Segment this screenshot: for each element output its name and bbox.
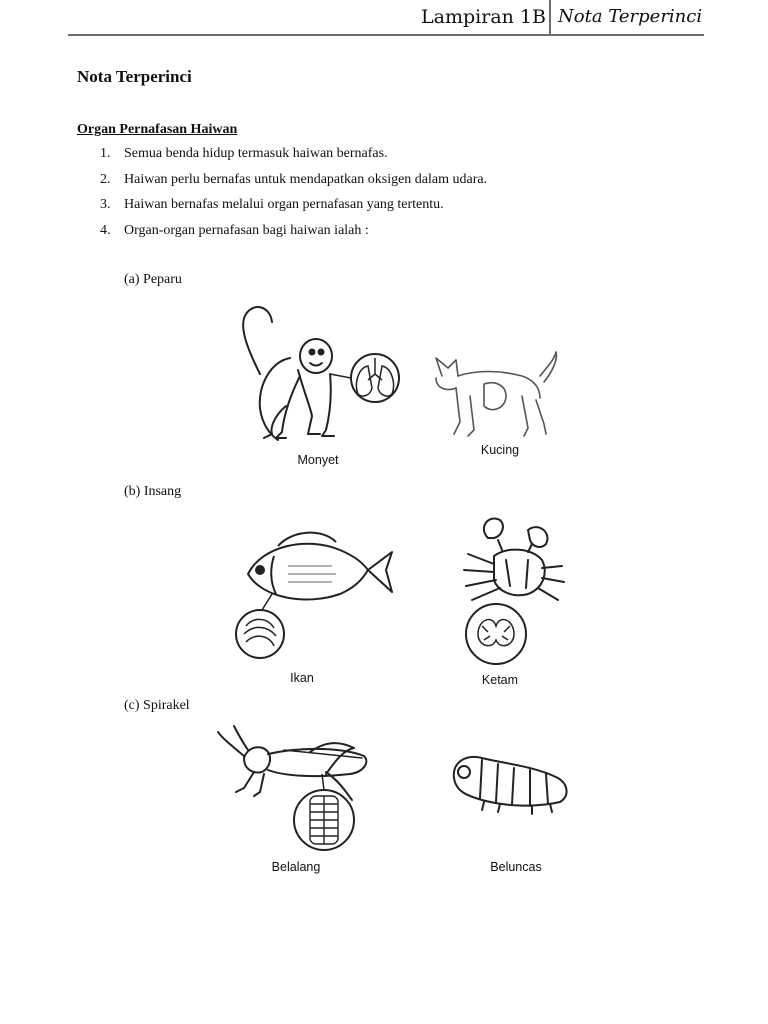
list-item bbox=[100, 145, 487, 171]
item-text: Semua benda hidup termasuk haiwan bernafas. bbox=[124, 146, 388, 161]
section-heading: Organ Pernafasan Haiwan bbox=[77, 122, 238, 137]
list-item bbox=[100, 222, 487, 248]
lungs-figure bbox=[230, 296, 570, 474]
page-header bbox=[68, 0, 704, 36]
item-text: Organ-organ pernafasan bagi haiwan ialah : bbox=[124, 222, 369, 238]
crab-illustration bbox=[464, 519, 564, 600]
point-list bbox=[100, 145, 487, 247]
header-divider bbox=[549, 0, 551, 34]
monkey-illustration bbox=[243, 307, 334, 440]
item-number: 4. bbox=[100, 222, 111, 238]
grasshopper-illustration bbox=[218, 726, 366, 800]
gills-label: (b) Insang bbox=[124, 484, 182, 499]
gills-inset-fish bbox=[236, 610, 284, 658]
caterpillar-illustration bbox=[454, 757, 567, 814]
appendix-label: Lampiran 1B bbox=[421, 6, 546, 28]
gills-figure bbox=[232, 508, 572, 690]
list-item bbox=[100, 171, 487, 197]
monkey-caption: Monyet bbox=[297, 453, 339, 467]
fish-illustration bbox=[248, 533, 392, 600]
lungs-label: (a) Peparu bbox=[124, 272, 182, 287]
spiracles-label: (c) Spirakel bbox=[124, 698, 190, 713]
item-number: 1. bbox=[100, 146, 111, 161]
item-number: 2. bbox=[100, 171, 111, 187]
spiracles-figure bbox=[214, 722, 584, 882]
page-title: Nota Terperinci bbox=[77, 67, 192, 86]
gills-inset-crab bbox=[466, 604, 526, 664]
cat-caption: Kucing bbox=[480, 443, 520, 457]
list-item bbox=[100, 196, 487, 222]
header-notes-label: Nota Terperinci bbox=[558, 6, 703, 27]
item-text: Haiwan bernafas melalui organ pernafasan yang tertentu. bbox=[124, 197, 444, 212]
grasshopper-caption: Belalang bbox=[271, 860, 321, 874]
item-number: 3. bbox=[100, 197, 111, 212]
fish-caption: Ikan bbox=[290, 671, 314, 685]
caterpillar-caption: Beluncas bbox=[490, 860, 542, 874]
item-text: Haiwan perlu bernafas untuk mendapatkan oksigen dalam udara. bbox=[124, 171, 488, 187]
crab-caption: Ketam bbox=[481, 673, 519, 687]
cat-illustration bbox=[436, 352, 556, 436]
